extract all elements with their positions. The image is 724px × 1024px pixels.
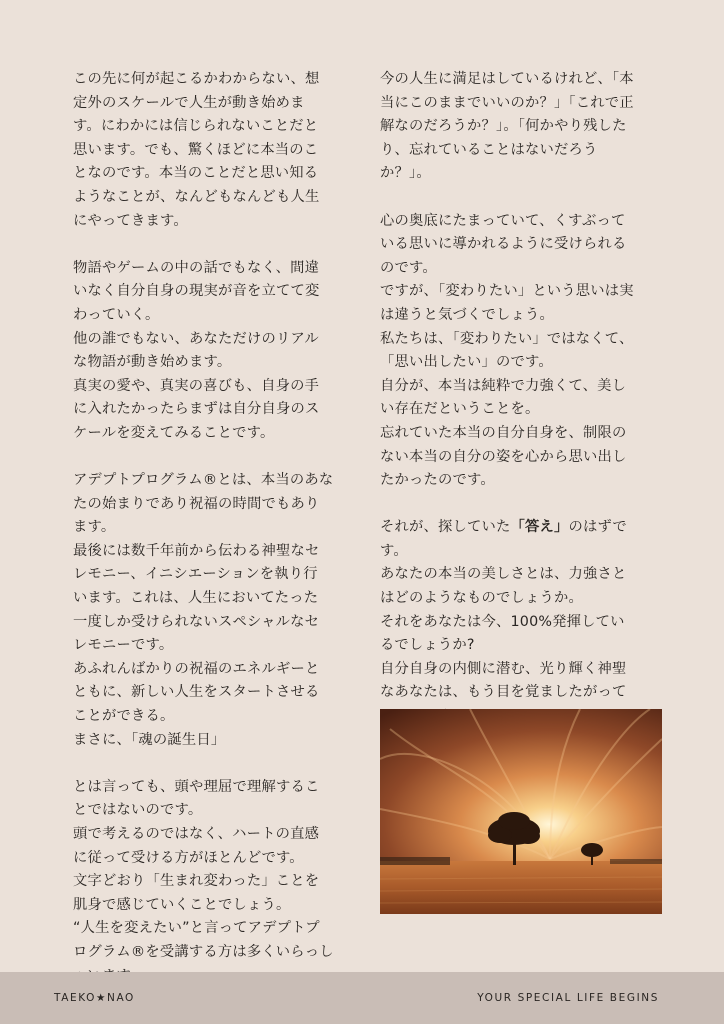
text-line: とではないのです。 <box>73 802 203 819</box>
text-line: とは言っても、頭や理屈で理解するこ <box>73 778 320 795</box>
text-line: この先に何が起こるかわからない、想 <box>73 71 320 87</box>
text-line: 今の人生に満足はしているけれど、「本 <box>380 71 634 87</box>
text-line: るでしょうか? <box>380 637 475 654</box>
text-line: ことができる。 <box>73 708 175 725</box>
text-line: はどのようなものでしょうか。 <box>380 590 583 607</box>
text-line: となのです。本当のことだと思い知る <box>73 165 319 182</box>
text-line: たかったのです。 <box>380 472 495 489</box>
text-line: ログラム®を受講する方は多くいらっし <box>73 943 334 960</box>
right_column-paragraph <box>380 210 662 493</box>
text-line: ですが、「変わりたい」という思いは実 <box>380 283 634 300</box>
text-line: あなたの本当の美しさとは、力強さと <box>380 566 627 583</box>
footer-brand: TAEKO★NAO <box>54 992 135 1004</box>
text-line: なあなたは、もう目を覚ましたがって <box>380 684 627 701</box>
text-line: 当にこのままでいいのか？」「これで正 <box>380 94 634 111</box>
text-line: “人生を変えたい”と言ってアデプトプ <box>73 920 320 937</box>
right-text-column <box>380 68 662 752</box>
text-line: ケールを変えてみることです。 <box>73 424 275 441</box>
text-line: のです。 <box>380 259 437 276</box>
text-line: ない本当の自分の姿を心から思い出し <box>380 448 627 465</box>
left_column-paragraph <box>73 257 345 446</box>
text-line: いなく自分自身の現実が音を立てて変 <box>73 283 320 300</box>
text-line: に従って受ける方がほとんどです。 <box>73 849 304 866</box>
left_column-paragraph <box>73 776 345 988</box>
text-line: ともに、新しい人生をスタートさせる <box>73 684 320 701</box>
text-line: いる思いに導かれるように受けられる <box>380 236 627 253</box>
text-line: それをあなたは今、100%発揮してい <box>380 613 625 630</box>
text-line: ようなことが、なんどもなんども人生 <box>73 188 320 205</box>
left_column-paragraph <box>73 68 345 233</box>
text-line: い存在だということを。 <box>380 401 540 418</box>
text-line: 文字どおり「生まれ変わった」ことを <box>73 873 320 890</box>
text-line: 解なのだろうか？」。「何かやり残した <box>380 118 627 135</box>
text-line: にやってきます。 <box>73 212 188 229</box>
text-line: す。にわかには信じられないことだと <box>73 118 319 135</box>
text-line: り、忘れていることはないだろう <box>380 141 598 158</box>
answer-prefix: それが、探していた <box>380 519 511 536</box>
text-line: 定外のスケールで人生が動き始めま <box>73 94 305 111</box>
text-line: 心の奥底にたまっていて、くすぶって <box>380 212 626 229</box>
answer-bold: 「答え」 <box>510 519 569 536</box>
text-line: す。 <box>380 542 408 559</box>
sunset-tree-field-photo <box>380 709 662 914</box>
left-text-column <box>73 68 345 1012</box>
answer-paragraph <box>380 516 662 728</box>
footer-tagline: YOUR SPECIAL LIFE BEGINS <box>477 992 659 1004</box>
text-line: います。これは、人生においてたった <box>73 590 319 607</box>
text-line: あふれんばかりの祝福のエネルギーと <box>73 660 320 677</box>
text-line: アデプトプログラム®とは、本当のあな <box>73 472 334 489</box>
text-line: わっていく。 <box>73 306 160 323</box>
text-line: たの始まりであり祝福の時間でもあり <box>73 495 320 512</box>
text-line: 頭で考えるのではなく、ハートの直感 <box>73 826 320 842</box>
text-line: 思います。でも、驚くほどに本当のこ <box>73 141 319 158</box>
right_column-paragraph <box>380 68 662 186</box>
text-line: な物語が動き始めます。 <box>73 354 232 371</box>
footer-bar <box>0 972 724 1024</box>
text-line: 「思い出したい」のです。 <box>380 354 553 371</box>
text-line: 自分自身の内側に潜む、光り輝く神聖 <box>380 660 627 677</box>
text-line: か？」。 <box>380 165 431 182</box>
text-line: 他の誰でもない、あなただけのリアル <box>73 330 319 347</box>
left_column-paragraph <box>73 469 345 752</box>
text-line: 最後には数千年前から伝わる神聖なセ <box>73 542 320 559</box>
text-line: ます。 <box>73 519 116 536</box>
text-line: 真実の愛や、真実の喜びも、自身の手 <box>73 377 320 394</box>
answer-suffix: のはずで <box>568 519 627 536</box>
text-line: まさに、「魂の誕生日」 <box>73 731 226 748</box>
text-line: 一度しか受けられないスペシャルなセ <box>73 613 320 630</box>
text-line: 忘れていた本当の自分自身を、制限の <box>380 424 627 441</box>
text-line: レモニーです。 <box>73 637 174 654</box>
text-line: 私たちは、「変わりたい」ではなくて、 <box>380 330 634 347</box>
text-line: 物語やゲームの中の話でもなく、間違 <box>73 259 320 276</box>
text-line: レモニー、イニシエーションを執り行 <box>73 566 318 583</box>
text-line: 肌身で感じていくことでしょう。 <box>73 896 291 913</box>
text-line: は違うと気づくでしょう。 <box>380 306 554 323</box>
text-line: に入れたかったらまずは自分自身のス <box>73 401 320 418</box>
text-line: 自分が、本当は純粋で力強くて、美し <box>380 377 627 394</box>
